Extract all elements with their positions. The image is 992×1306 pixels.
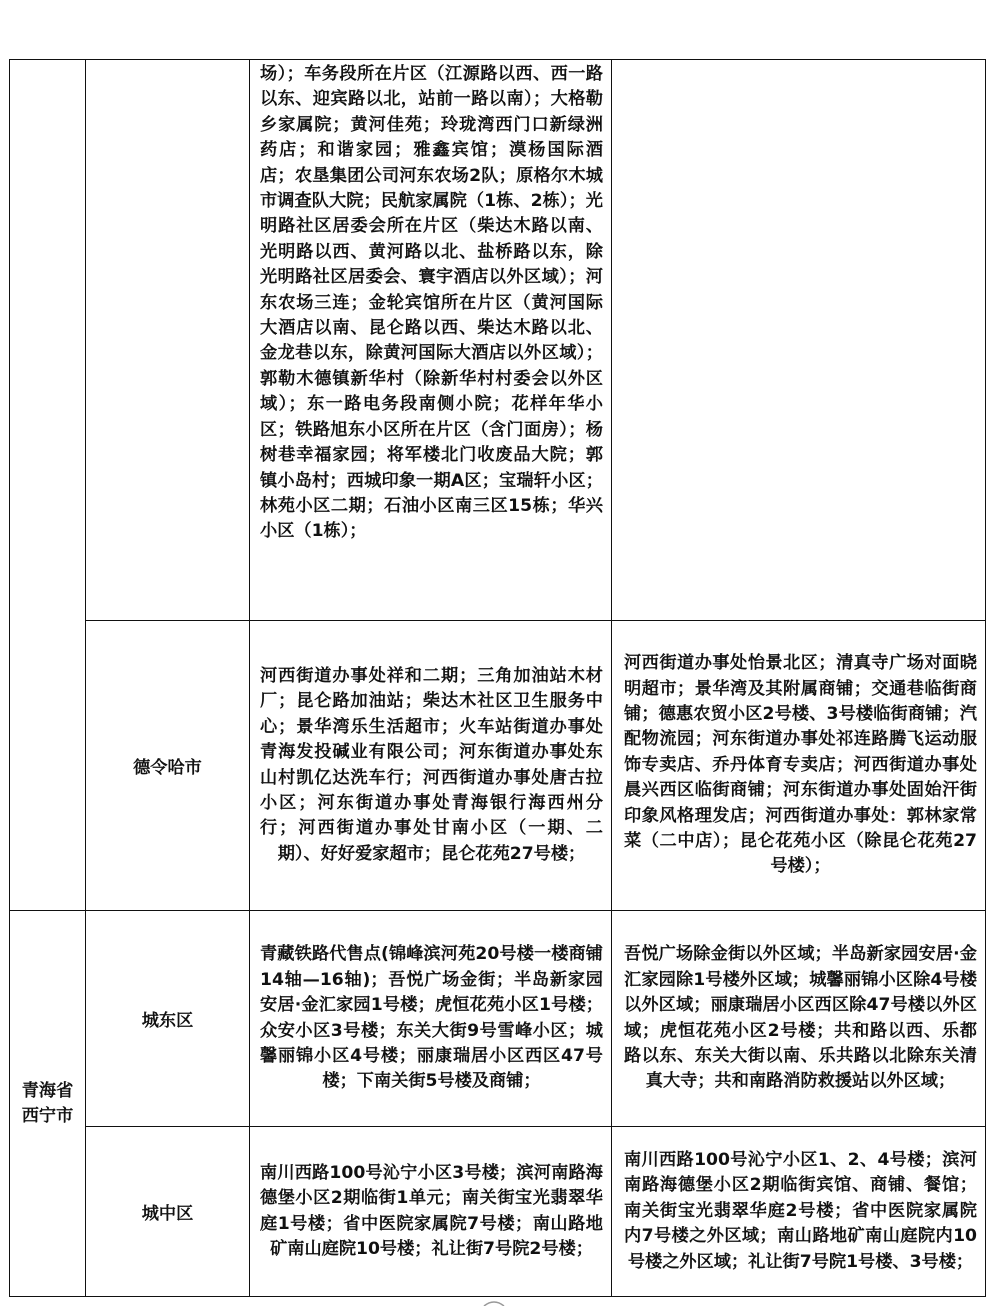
city-cell [86,621,250,911]
low-risk-cell [612,621,986,911]
low-risk-text [612,338,985,342]
low-risk-cell [612,1127,986,1297]
low-risk-text: 南川西路100号沁宁小区1、2、4号楼；滨河南路海德堡小区2期临街宾馆、商铺、餐馆；南关街宝光翡翠华庭2号楼；省中医院家属院内7号楼之外区域；南山路地矿南山庭院内10号楼之外区域；礼让街7号院1号楼、3号楼； [624,1149,977,1272]
medium-risk-text: 青藏铁路代售点(锦峰滨河苑20号楼一楼商铺14轴—16轴)；吾悦广场金街；半岛新家园安居·金汇家园1号楼；虎恒花苑小区1号楼；众安小区3号楼；东关大街9号雪峰小区；城馨丽锦小区4号楼；丽康瑞居小区西区47号楼；下南关街5号楼及商铺； [260,944,603,1092]
table-row [10,621,986,911]
city-cell [86,60,250,621]
low-risk-cell [612,911,986,1127]
district-name: 城东区 [141,1011,194,1031]
medium-risk-cell [250,60,612,621]
low-risk-cell [612,60,986,621]
province-cell [10,911,86,1297]
medium-risk-text: 场）；车务段所在片区（江源路以西、西一路以东、迎宾路以北，站前一路以南）；大格勒乡家属院；黄河佳苑；玲珑湾西门口新绿洲药店；和谐家园；雅鑫宾馆；漠杨国际酒店；农垦集团公司河东农场2队；原格尔木城市调查队大院；民航家属院（1栋、2栋）；光明路社区居委会所在片区（柴达木路以南、光明路以西、黄河路以北、盐桥路以东，除光明路社区居委会、寰宇酒店以外区域）；河东农场三连；金轮宾馆所在片区（黄河国际大酒店以南、昆仑路以西、柴达木路以北、金龙巷以东，除黄河国际大酒店以外区域）；郭勒木德镇新华村（除新华村村委会以外区域）；东一路电务段南侧小院；花样年华小区；铁路旭东小区所在片区（含门面房）；杨树巷幸福家园；将军楼北门收废品大院；郭镇小岛村；西城印象一期A区；宝瑞轩小区；林苑小区二期；石油小区南三区15栋；华兴小区（1栋）； [260,64,603,542]
table-row [10,911,986,1127]
medium-risk-cell [250,911,612,1127]
province-name: 青海省西宁市 [21,1080,74,1126]
medium-risk-cell [250,621,612,911]
medium-risk-cell [250,1127,612,1297]
province-cell [10,60,86,911]
medium-risk-text: 河西街道办事处祥和二期；三角加油站木材厂；昆仑路加油站；柴达木社区卫生服务中心；景华湾乐生活超市；火车站街道办事处青海发投碱业有限公司；河东街道办事处东山村凯亿达洗车行；河西街道办事处唐古拉小区；河东街道办事处青海银行海西州分行；河西街道办事处甘南小区（一期、二期）、好好爱家超市；昆仑花苑27号楼； [260,665,603,864]
low-risk-text: 吾悦广场除金街以外区域；半岛新家园安居·金汇家园除1号楼外区域；城馨丽锦小区除4号楼以外区域；丽康瑞居小区西区除47号楼以外区域；虎恒花苑小区2号楼；共和路以西、乐都路以东、东关大街以南、乐共路以北除东关清真大寺；共和南路消防救援站以外区域； [624,944,977,1092]
low-risk-text: 河西街道办事处怡景北区；清真寺广场对面晓明超市；景华湾及其附属商铺；交通巷临街商铺；德惠农贸小区2号楼、3号楼临街商铺；汽配物流园；河东街道办事处祁连路腾飞运动服饰专卖店、乔丹体育专卖店；河西街道办事处晨兴西区临街商铺；河东街道办事处固始汗街印象风格理发店；河西街道办事处：郭林家常菜（二中店）；昆仑花苑小区（除昆仑花苑27号楼）； [624,653,977,877]
table-row [10,1127,986,1297]
page-number-mark [480,1298,508,1306]
district-name: 城中区 [141,1204,194,1224]
city-cell [86,1127,250,1297]
risk-area-table [9,59,986,1297]
city-cell [86,911,250,1127]
table-row [10,60,986,621]
medium-risk-text: 南川西路100号沁宁小区3号楼；滨河南路海德堡小区2期临街1单元；南关街宝光翡翠华庭1号楼；省中医院家属院7号楼；南山路地矿南山庭院10号楼；礼让街7号院2号楼； [260,1162,603,1259]
city-name: 德令哈市 [133,758,202,778]
